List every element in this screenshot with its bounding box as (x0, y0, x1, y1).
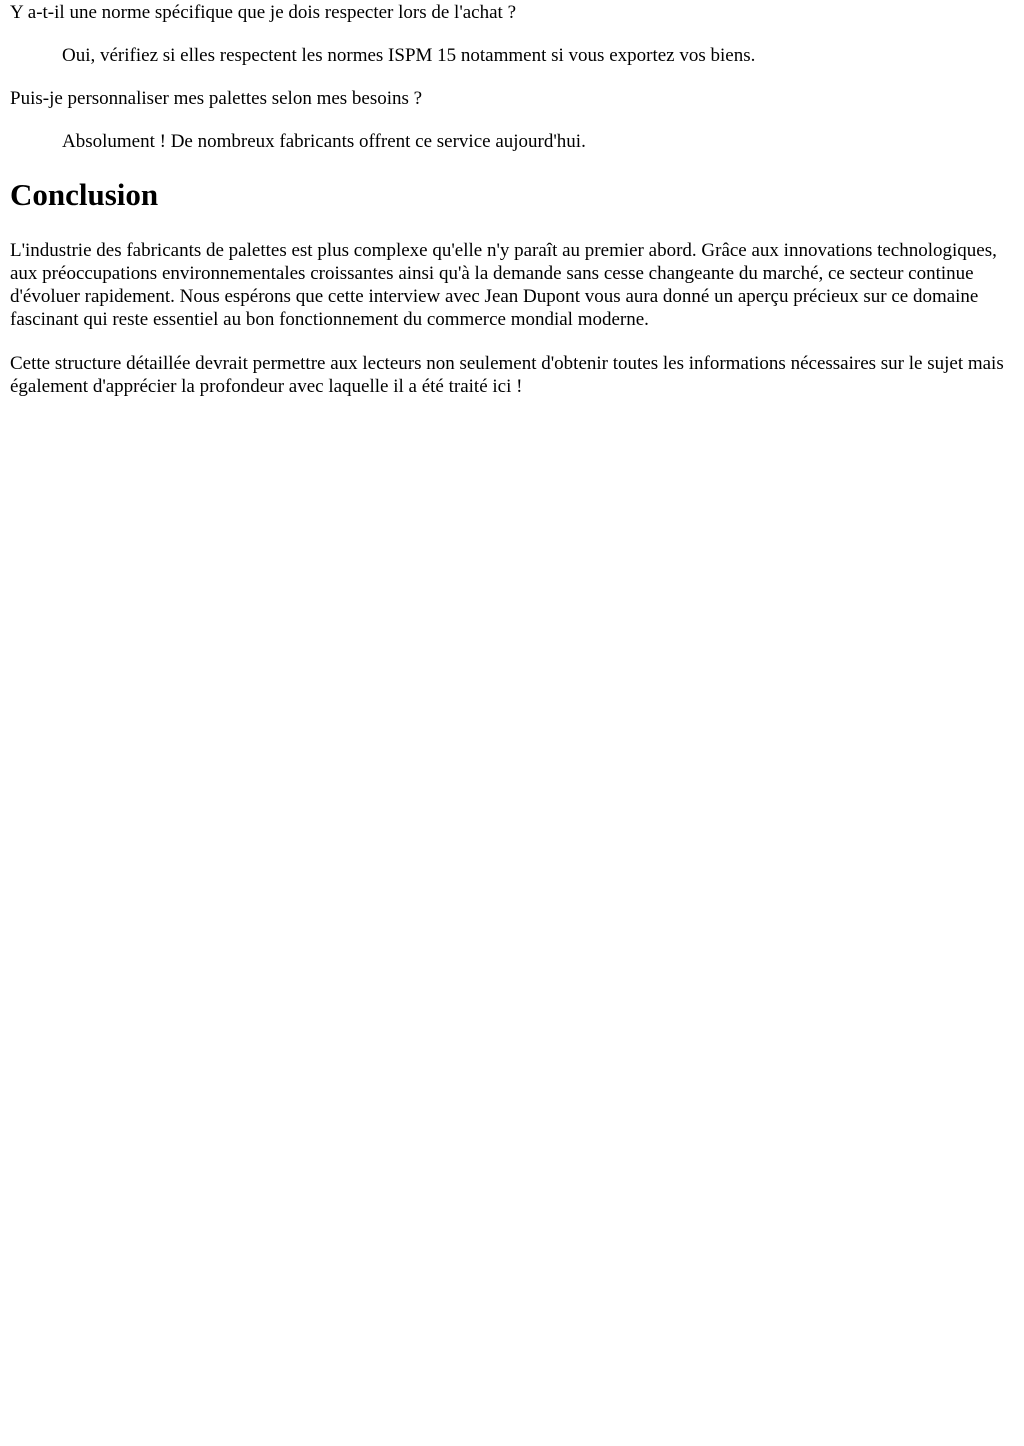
conclusion-heading: Conclusion (10, 177, 159, 212)
faq-list (10, 0, 1014, 153)
faq-question: Y a-t-il une norme spécifique que je dois respecter lors de l'achat ? (10, 2, 517, 23)
closing-paragraph: Cette structure détaillée devrait permettre aux lecteurs non seulement d'obtenir toutes les informations nécessaires sur le sujet mais également d'apprécier la profondeur avec laquelle il a été traité ici ! (10, 353, 1004, 397)
conclusion-paragraph: L'industrie des fabricants de palettes est plus complexe qu'elle n'y paraît au premier abord. Grâce aux innovations technologiques, aux préoccupations environnementales croissantes ainsi qu'à la demande sans cesse changeante du marché, ce secteur continue d'évoluer rapidement. Nous espérons que cette interview avec Jean Dupont vous aura donné un aperçu précieux sur ce domaine fascinant qui reste essentiel au bon fonctionnement du commerce mondial moderne. (10, 240, 997, 330)
document-page (0, 0, 1024, 398)
faq-answer: Oui, vérifiez si elles respectent les normes ISPM 15 notamment si vous exportez vos biens. (62, 45, 756, 66)
faq-answer: Absolument ! De nombreux fabricants offrent ce service aujourd'hui. (62, 131, 586, 152)
faq-question: Puis-je personnaliser mes palettes selon mes besoins ? (10, 88, 423, 109)
